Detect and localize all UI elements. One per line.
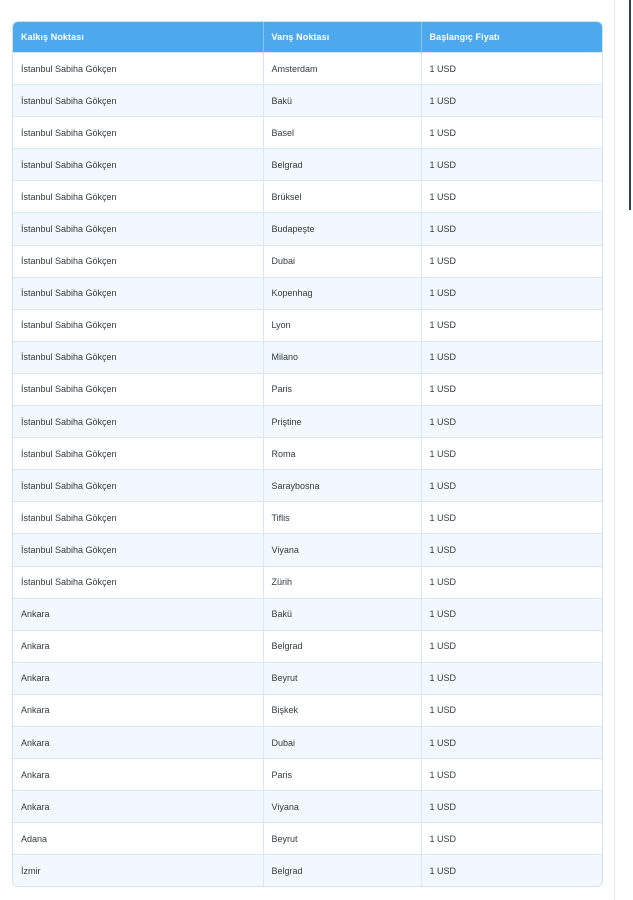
column-header-starting-price: Başlangıç Fiyatı [421,22,602,53]
price-cell: 1 USD [421,662,602,694]
table-row [13,245,602,277]
price-cell: 1 USD [421,309,602,341]
price-cell: 1 USD [421,406,602,438]
price-cell: 1 USD [421,85,602,117]
table-row [13,662,602,694]
price-cell: 1 USD [421,470,602,502]
price-cell: 1 USD [421,566,602,598]
departure-cell: Ankara [13,791,263,823]
arrival-cell: Bakü [263,85,421,117]
arrival-cell: Basel [263,117,421,149]
arrival-cell: Viyana [263,791,421,823]
sidebar-divider [614,0,615,900]
table-row [13,791,602,823]
table-row [13,53,602,85]
arrival-cell: Beyrut [263,823,421,855]
table-row [13,470,602,502]
table-row [13,726,602,758]
departure-cell: İstanbul Sabiha Gökçen [13,373,263,405]
departure-cell: Ankara [13,630,263,662]
arrival-cell: Milano [263,341,421,373]
price-cell: 1 USD [421,726,602,758]
price-cell: 1 USD [421,245,602,277]
arrival-cell: Amsterdam [263,53,421,85]
price-cell: 1 USD [421,694,602,726]
departure-cell: Adana [13,823,263,855]
price-cell: 1 USD [421,791,602,823]
price-cell: 1 USD [421,341,602,373]
price-cell: 1 USD [421,213,602,245]
departure-cell: Ankara [13,662,263,694]
arrival-cell: Belgrad [263,855,421,887]
price-cell: 1 USD [421,630,602,662]
arrival-cell: Kopenhag [263,277,421,309]
arrival-cell: Budapeşte [263,213,421,245]
table-row [13,309,602,341]
table-row [13,823,602,855]
departure-cell: Ankara [13,694,263,726]
table-row [13,694,602,726]
departure-cell: Ankara [13,759,263,791]
arrival-cell: Dubai [263,726,421,758]
price-cell: 1 USD [421,598,602,630]
departure-cell: İstanbul Sabiha Gökçen [13,213,263,245]
column-header-arrival: Varış Noktası [263,22,421,53]
departure-cell: İstanbul Sabiha Gökçen [13,277,263,309]
arrival-cell: Zürih [263,566,421,598]
arrival-cell: Dubai [263,245,421,277]
table-row [13,598,602,630]
table-row [13,85,602,117]
table-row [13,181,602,213]
arrival-cell: Priştine [263,406,421,438]
price-cell: 1 USD [421,438,602,470]
table-row [13,630,602,662]
table-row [13,438,602,470]
arrival-cell: Belgrad [263,149,421,181]
table-row [13,502,602,534]
departure-cell: Ankara [13,598,263,630]
price-cell: 1 USD [421,502,602,534]
departure-cell: İstanbul Sabiha Gökçen [13,181,263,213]
table-row [13,277,602,309]
arrival-cell: Paris [263,759,421,791]
departure-cell: İstanbul Sabiha Gökçen [13,534,263,566]
price-cell: 1 USD [421,277,602,309]
table-row [13,341,602,373]
price-cell: 1 USD [421,373,602,405]
table-row [13,855,602,887]
table-row [13,534,602,566]
price-cell: 1 USD [421,117,602,149]
arrival-cell: Brüksel [263,181,421,213]
departure-cell: İstanbul Sabiha Gökçen [13,566,263,598]
arrival-cell: Bakü [263,598,421,630]
price-cell: 1 USD [421,181,602,213]
arrival-cell: Saraybosna [263,470,421,502]
table-header [13,22,602,53]
side-panel-edge [629,0,631,210]
arrival-cell: Lyon [263,309,421,341]
table-row [13,759,602,791]
table-row [13,373,602,405]
departure-cell: İstanbul Sabiha Gökçen [13,502,263,534]
price-cell: 1 USD [421,759,602,791]
flight-price-table [13,22,602,886]
table-row [13,117,602,149]
price-cell: 1 USD [421,53,602,85]
departure-cell: İstanbul Sabiha Gökçen [13,149,263,181]
departure-cell: İstanbul Sabiha Gökçen [13,309,263,341]
departure-cell: İzmir [13,855,263,887]
departure-cell: İstanbul Sabiha Gökçen [13,117,263,149]
price-cell: 1 USD [421,823,602,855]
column-header-departure: Kalkış Noktası [13,22,263,53]
arrival-cell: Beyrut [263,662,421,694]
arrival-cell: Tiflis [263,502,421,534]
departure-cell: Ankara [13,726,263,758]
price-cell: 1 USD [421,855,602,887]
departure-cell: İstanbul Sabiha Gökçen [13,406,263,438]
flight-price-table-container [12,21,603,887]
departure-cell: İstanbul Sabiha Gökçen [13,85,263,117]
departure-cell: İstanbul Sabiha Gökçen [13,470,263,502]
arrival-cell: Bişkek [263,694,421,726]
arrival-cell: Roma [263,438,421,470]
departure-cell: İstanbul Sabiha Gökçen [13,438,263,470]
arrival-cell: Paris [263,373,421,405]
table-header-row [13,22,602,53]
table-row [13,213,602,245]
table-row [13,566,602,598]
arrival-cell: Viyana [263,534,421,566]
table-body [13,53,602,887]
table-row [13,406,602,438]
departure-cell: İstanbul Sabiha Gökçen [13,53,263,85]
table-row [13,149,602,181]
arrival-cell: Belgrad [263,630,421,662]
departure-cell: İstanbul Sabiha Gökçen [13,245,263,277]
departure-cell: İstanbul Sabiha Gökçen [13,341,263,373]
price-cell: 1 USD [421,534,602,566]
price-cell: 1 USD [421,149,602,181]
